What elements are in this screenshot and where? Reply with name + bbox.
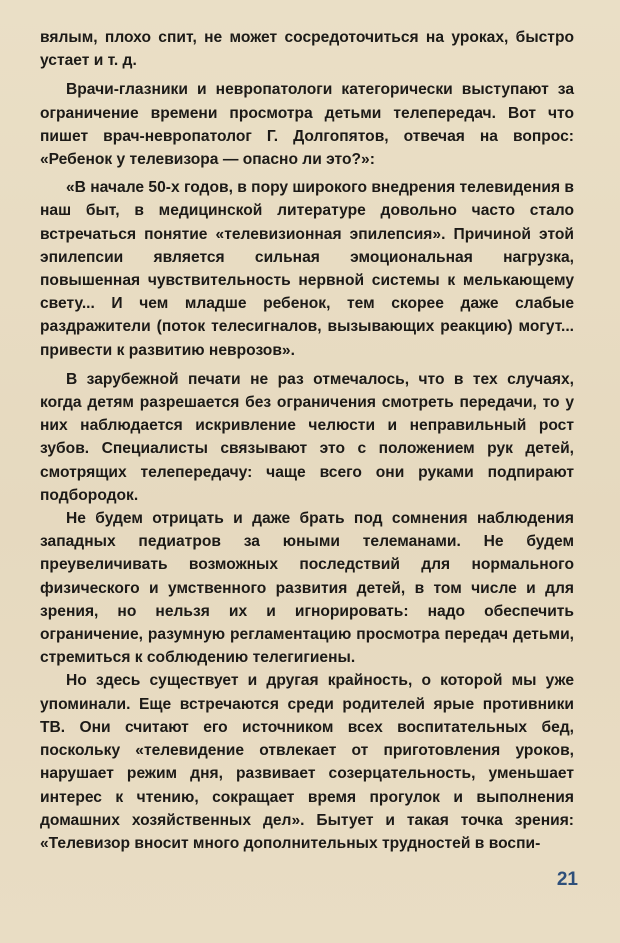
paragraph-pediatricians: Не будем отрицать и даже брать под сомнения наблюдения западных педиатров за юными телеманами. Не будем преувеличивать возможных последствий для нормального физического и умственного развития детей, в том числе и для зрения, но нельзя их и игнорировать: надо обеспечить ограничение, разумную регламентацию просмотра передач детьми, стремиться к соблюдению телегигиены. [40,510,574,667]
paragraph-quote: «В начале 50-х годов, в пору широкого внедрения телевидения в наш быт, в медицинской литературе довольно часто стало встречаться понятие «телевизионная эпилепсия». Причиной этой эпилепсии является сильная эмоциональная нагрузка, повышенная чувствительность нервной системы к мелькающему свету... И чем младше ребенок, тем скорее даже слабые раздражители (поток телесигналов, вызывающих реакцию) могут... привести к развитию неврозов». [40,179,574,359]
page-number: 21 [556,869,578,890]
paragraph-doctors: Врачи-глазники и невропатологи категорически выступают за ограничение времени просмотра детьми телепередач. Вот что пишет врач-невропатолог Г. Долгопятов, отвечая на вопрос: «Ребенок у телевизора — опасно ли это?»: [40,81,574,169]
paragraph-other-extreme: Но здесь существует и другая крайность, о которой мы уже упоминали. Еще встречаются среди родителей ярые противники ТВ. Они считают его источником всех воспитательных бед, поскольку «телевидение отвлекает от приготовления уроков, нарушает режим дня, развивает созерцательность, уменьшает интерес к чтению, сокращает время прогулок и выполнения домашних хозяйственных дел». Бытует и такая точка зрения: «Телевизор вносит много дополнительных трудностей в воспи- [40,672,574,852]
paragraph-foreign-press: В зарубежной печати не раз отмечалось, что в тех случаях, когда детям разрешается без ограничения смотреть передачи, то у них наблюдается искривление челюсти и неправильный рост зубов. Специалисты связывают это с положением рук детей, смотрящих телепередачу: чаще всего они руками подпирают подбородок. [40,370,574,504]
paragraph-continuation: вялым, плохо спит, не может сосредоточиться на уроках, быстро устает и т. д. [40,29,574,70]
